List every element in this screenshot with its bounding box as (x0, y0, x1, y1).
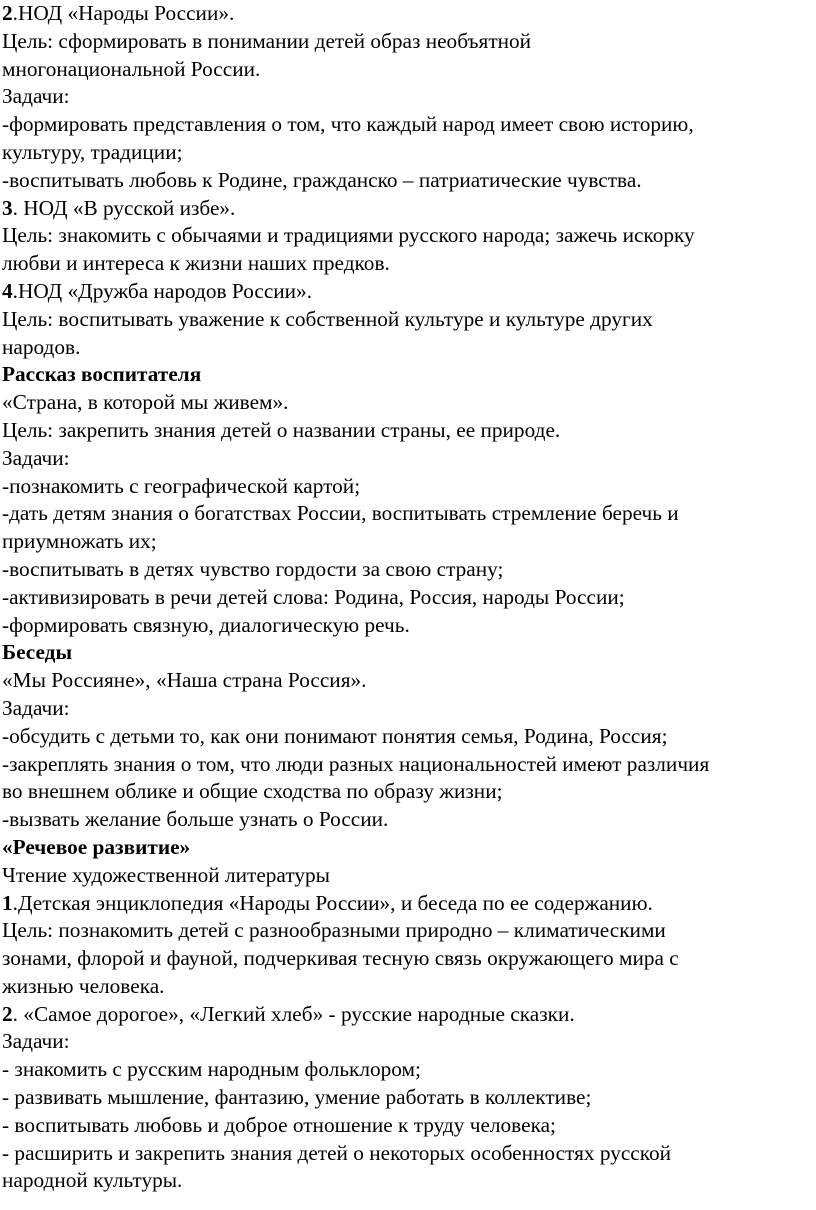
text-line: «Мы Россияне», «Наша страна Россия». (2, 668, 367, 693)
text-line: Задачи: (2, 695, 70, 720)
text-line: во внешнем облике и общие сходства по образу жизни; (2, 779, 503, 804)
item-title-line (2, 890, 810, 918)
item-title: .НОД «Народы России». (12, 1, 235, 25)
item-number: 2 (2, 1001, 13, 1026)
text-line: -познакомить с географической картой; (2, 473, 361, 498)
text-line: Чтение художественной литературы (2, 862, 330, 887)
item-number: 4 (2, 278, 13, 303)
text-line: - развивать мышление, фантазию, умение работать в коллективе; (2, 1085, 592, 1110)
item-title-line (2, 0, 810, 28)
text-line: Цель: познакомить детей с разнообразными природно – климатическими (2, 918, 666, 943)
text-line: любви и интереса к жизни наших предков. (2, 251, 390, 276)
section-heading: «Речевое развитие» (2, 834, 191, 859)
text-line: жизнью человека. (2, 973, 165, 998)
item-title: .НОД «Дружба народов России». (12, 278, 313, 303)
item-number: 3 (2, 195, 13, 220)
text-line: -закреплять знания о том, что люди разных национальностей имеют различия (2, 751, 710, 776)
item-title-line (2, 195, 810, 223)
item-title: .Детская энциклопедия «Народы России», и беседа по ее содержанию. (12, 890, 653, 915)
text-line: -формировать представления о том, что каждый народ имеет свою историю, (2, 112, 694, 137)
text-line: зонами, флорой и фауной, подчеркивая тесную связь окружающего мира с (2, 946, 679, 971)
text-line: -активизировать в речи детей слова: Родина, Россия, народы России; (2, 584, 625, 609)
text-line: - знакомить с русским народным фольклором; (2, 1057, 421, 1082)
text-line: -вызвать желание больше узнать о России. (2, 807, 389, 832)
text-line: Задачи: (2, 1029, 70, 1054)
item-number: 1 (2, 890, 13, 915)
text-line: Задачи: (2, 445, 70, 470)
text-line: приумножать их; (2, 529, 157, 554)
text-line: Цель: знакомить с обычаями и традициями русского народа; зажечь искорку (2, 223, 695, 248)
text-line: «Страна, в которой мы живем». (2, 390, 289, 415)
text-line: - воспитывать любовь и доброе отношение к труду человека; (2, 1112, 556, 1137)
text-line: народной культуры. (2, 1168, 183, 1193)
text-line: -воспитывать в детях чувство гордости за свою страну; (2, 556, 504, 581)
text-line: Цель: воспитывать уважение к собственной культуре и культуре других (2, 306, 653, 331)
text-line: -обсудить с детьми то, как они понимают понятия семья, Родина, Россия; (2, 723, 668, 748)
text-line: Цель: сформировать в понимании детей образ необъятной (2, 28, 532, 53)
section-heading: Беседы (2, 640, 73, 665)
item-title-line (2, 278, 810, 306)
text-line: культуру, традиции; (2, 139, 183, 164)
text-line: -воспитывать любовь к Родине, гражданско – патриатические чувства. (2, 167, 642, 192)
item-title-line (2, 1001, 810, 1029)
text-line: Цель: закрепить знания детей о названии страны, ее природе. (2, 417, 561, 442)
section-heading: Рассказ воспитателя (2, 362, 202, 387)
text-line: -формировать связную, диалогическую речь. (2, 612, 410, 637)
text-line: многонациональной России. (2, 56, 261, 81)
text-line: Задачи: (2, 84, 70, 109)
text-line: народов. (2, 334, 81, 359)
text-line: -дать детям знания о богатствах России, воспитывать стремление беречь и (2, 501, 679, 526)
item-title: . НОД «В русской избе». (12, 195, 236, 220)
text-line: - расширить и закрепить знания детей о некоторых особенностях русской (2, 1140, 672, 1165)
item-title: . «Самое дорогое», «Легкий хлеб» - русские народные сказки. (12, 1001, 575, 1026)
item-number: 2 (2, 1, 13, 25)
